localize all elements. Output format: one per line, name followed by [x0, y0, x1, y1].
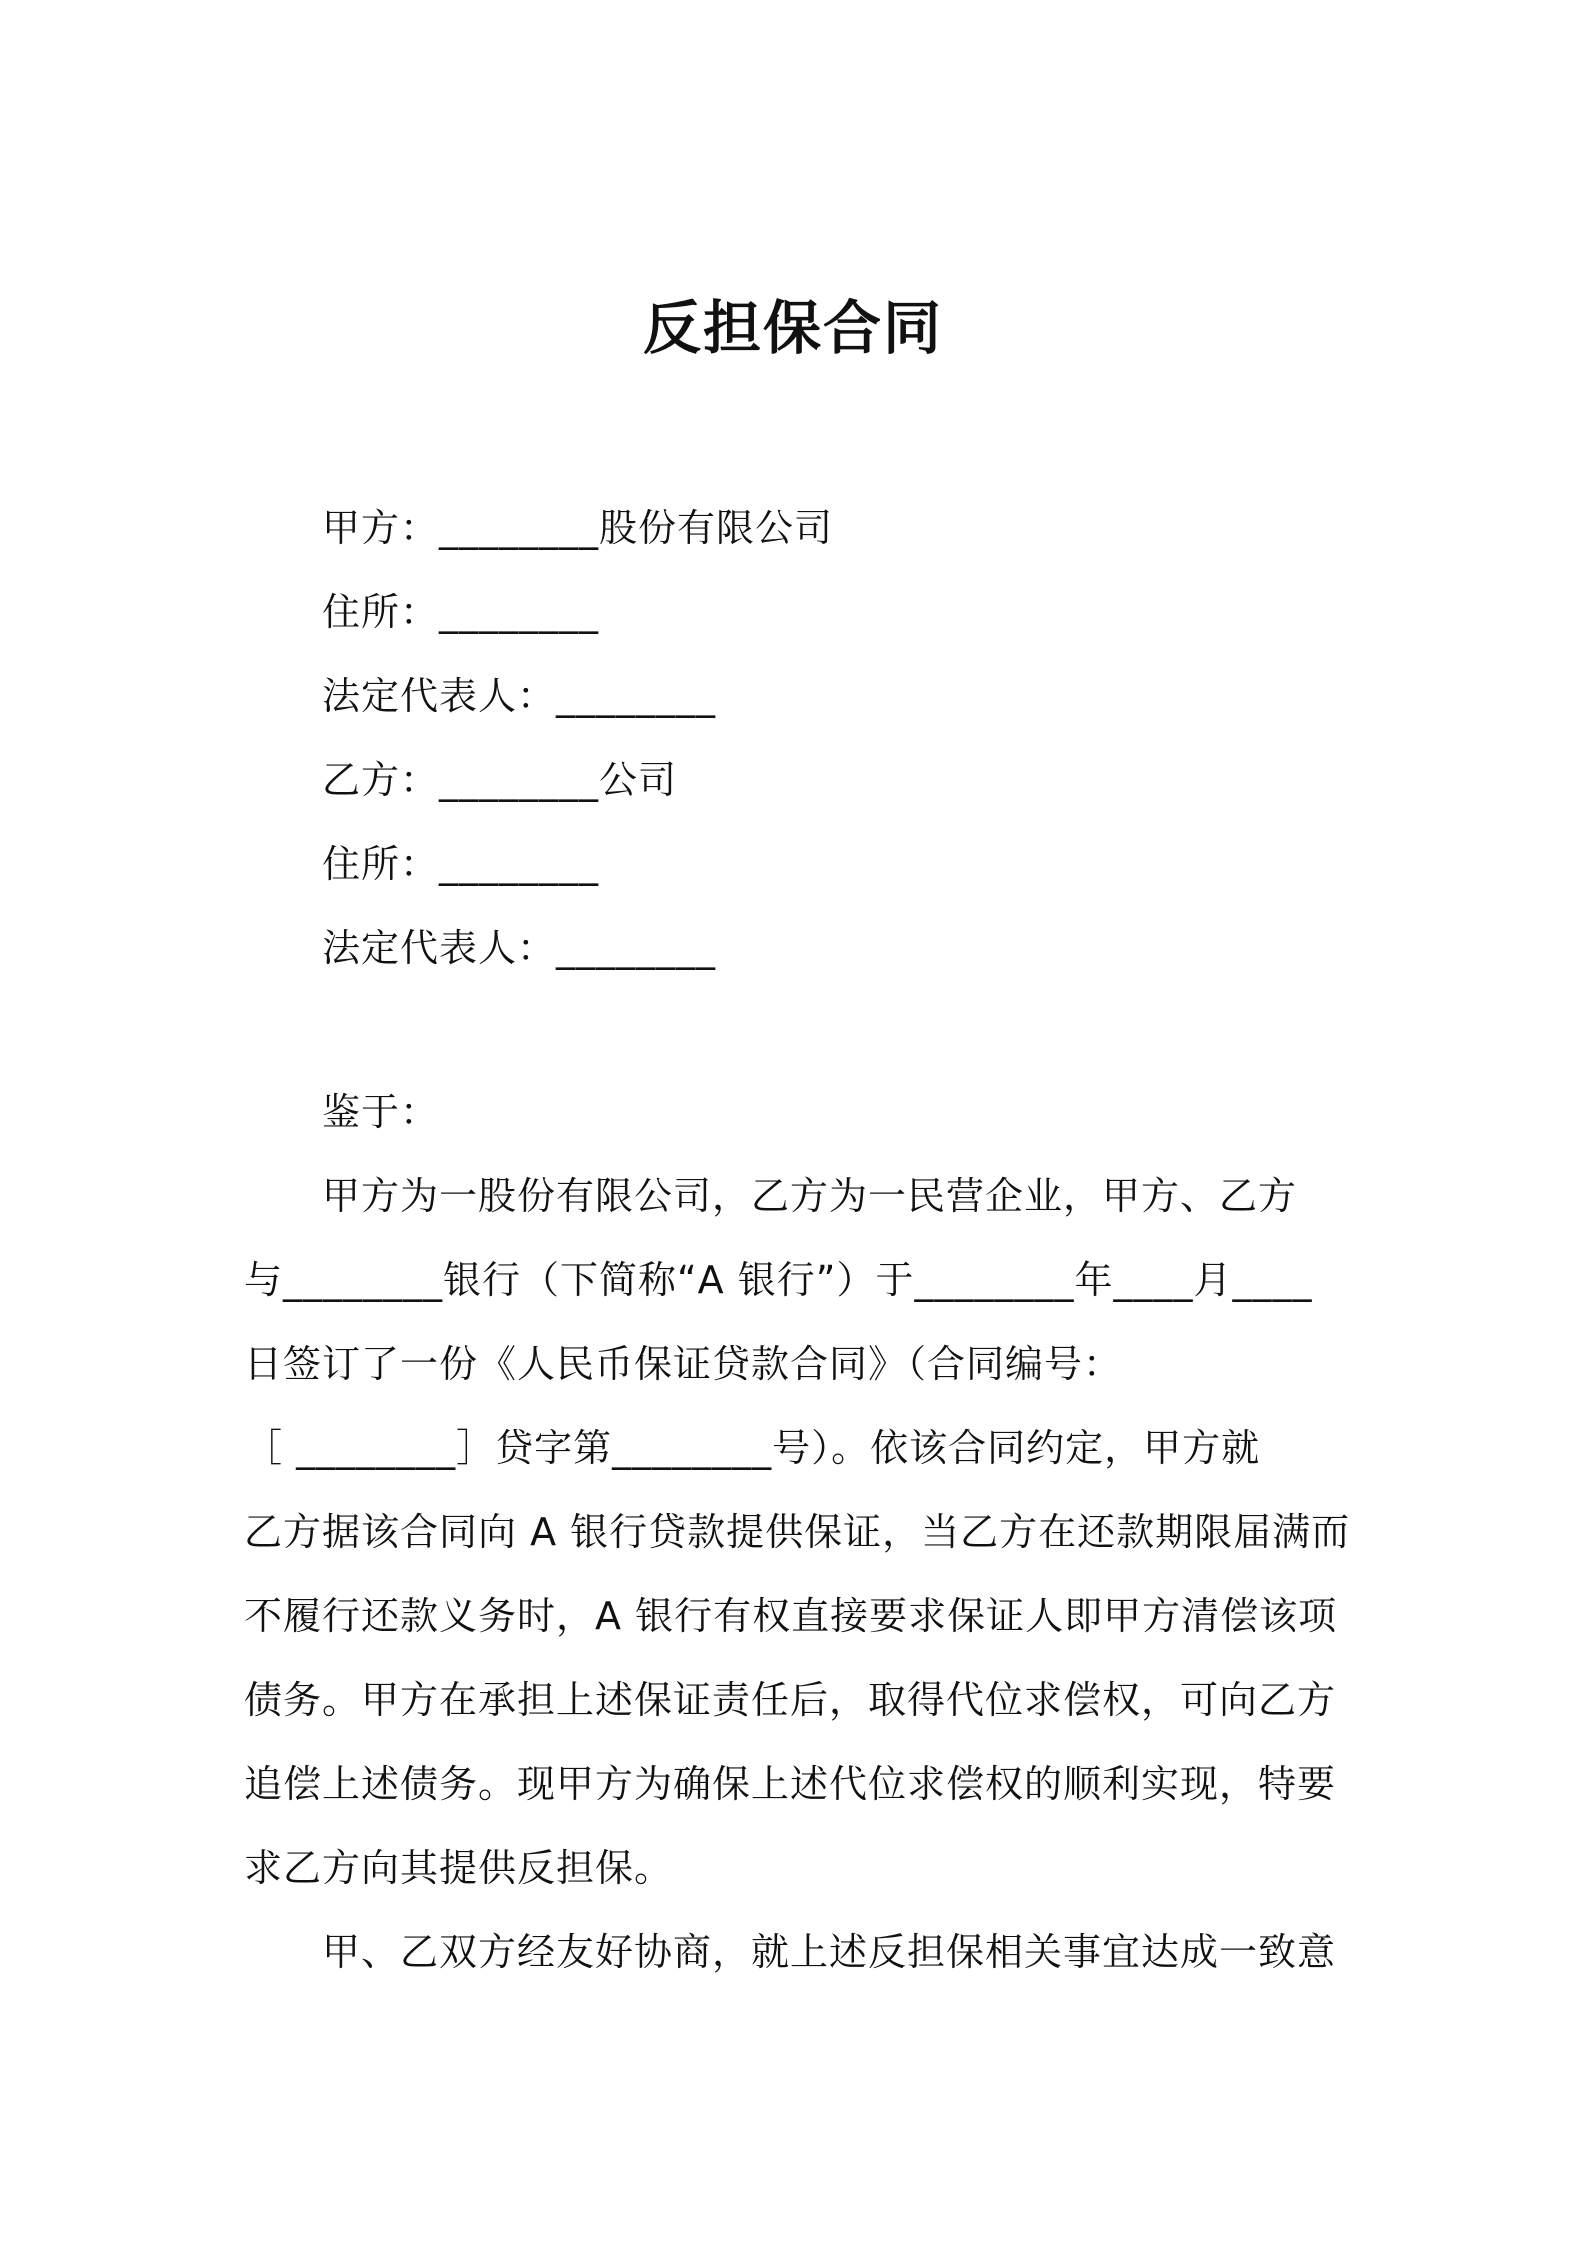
paragraph-line: 不履行还款义务时，A 银行有权直接要求保证人即甲方清偿该项 — [244, 1594, 1338, 1638]
party-info-block — [322, 486, 833, 990]
party-a-name: 甲方：________股份有限公司 — [322, 506, 834, 550]
paragraph-line: 甲、乙双方经友好协商，就上述反担保相关事宜达成一致意 — [322, 1930, 1337, 1974]
paragraph-line: 债务。甲方在承担上述保证责任后，取得代位求偿权，可向乙方 — [244, 1678, 1337, 1722]
party-b-address: 住所：________ — [322, 842, 600, 886]
contract-body — [244, 1070, 1364, 1994]
paragraph-line: 乙方据该合同向 A 银行贷款提供保证，当乙方在还款期限届满而 — [244, 1510, 1351, 1554]
party-b-legal-representative: 法定代表人：________ — [322, 926, 717, 970]
paragraph-line: 与________银行（下简称“A 银行”）于________年____月____ — [244, 1258, 1313, 1302]
whereas-heading: 鉴于： — [322, 1090, 440, 1134]
paragraph-line: 追偿上述债务。现甲方为确保上述代位求偿权的顺利实现，特要 — [244, 1762, 1337, 1806]
party-a-address: 住所：________ — [322, 590, 600, 634]
document-title: 反担保合同 — [642, 294, 943, 362]
party-b-name: 乙方：________公司 — [322, 758, 678, 802]
party-a-legal-representative: 法定代表人：________ — [322, 674, 717, 718]
paragraph-line: ［ ________］贷字第________号）。依该合同约定，甲方就 — [244, 1426, 1261, 1470]
paragraph-line: 求乙方向其提供反担保。 — [244, 1846, 674, 1890]
paragraph-line: 甲方为一股份有限公司，乙方为一民营企业，甲方、乙方 — [322, 1174, 1298, 1218]
paragraph-line: 日签订了一份《人民币保证贷款合同》（合同编号： — [244, 1342, 1123, 1386]
